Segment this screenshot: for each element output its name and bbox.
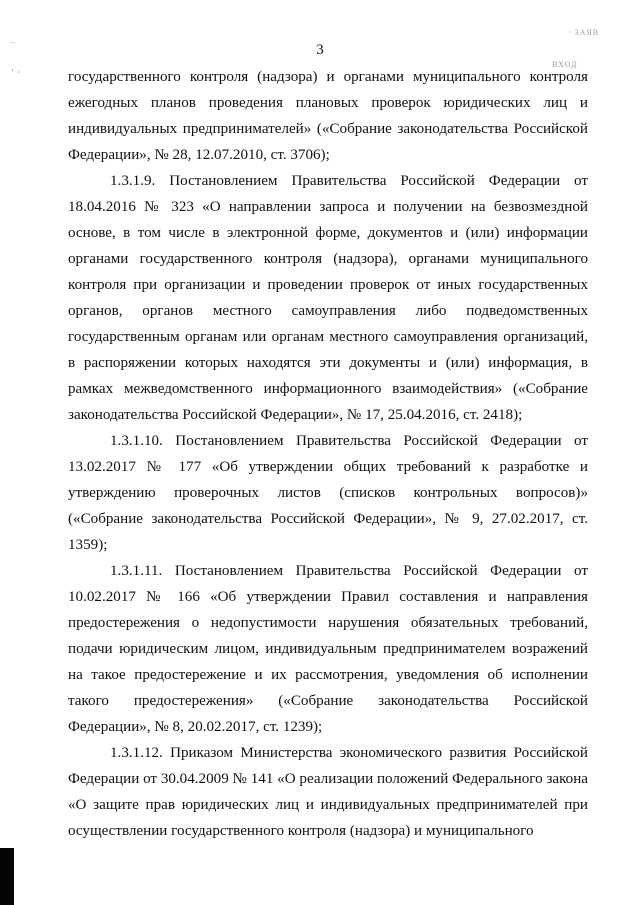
paragraph-1-3-1-10: 1.3.1.10. Постановлением Правительства Российской Федерации от 13.02.2017 № 177 «Об утверждении общих требований к разработке и утверждению проверочных листов (списков контрольных вопросов)» («Собрание законодательства Российской Федерации», № 9, 27.02.2017, ст. 1359); bbox=[68, 433, 588, 553]
paragraph-1-3-1-11: 1.3.1.11. Постановлением Правительства Российской Федерации от 10.02.2017 № 166 «Об утверждении Правил составления и направления предостережения о недопустимости нарушения обязательных требований, подачи юридическим лицом, индивидуальным предпринимателем возражений на такое предостережение и их рассмотрения, уведомления об исполнении такого предостережения» («Собрание законодательства Российской Федерации», № 8, 20.02.2017, ст. 1239); bbox=[68, 563, 588, 735]
page-number: 3 bbox=[316, 42, 324, 58]
scan-mark-right-mid: ВХОД bbox=[552, 60, 578, 69]
scan-edge-bar bbox=[0, 848, 14, 905]
scan-mark-right-top: · ЗАЯВ bbox=[568, 28, 600, 37]
paragraph-1-3-1-12: 1.3.1.12. Приказом Министерства экономического развития Российской Федерации от 30.04.2009 № 141 «О реализации положений Федерального закона «О защите прав юридических лиц и индивидуальных предпринимателей при осуществлении государственного контроля (надзора) и муниципального bbox=[68, 745, 588, 839]
paragraph-1-3-1-9: 1.3.1.9. Постановлением Правительства Российской Федерации от 18.04.2016 № 323 «О направлении запроса и получении на безвозмездной основе, в том числе в электронной форме, документов и (или) информации органами государственного контроля (надзора), органами муниципального контроля при организации и проведении проверок от иных государственных органов, органов местного самоуправления либо подведомственных государственным органам или органам местного самоуправления организаций, в распоряжении которых находятся эти документы и (или) информация, в рамках межведомственного информационного взаимодействия» («Собрание законодательства Российской Федерации», № 17, 25.04.2016, ст. 2418); bbox=[68, 173, 588, 423]
document-body bbox=[68, 64, 588, 844]
scan-mark-left-top: ‥ bbox=[10, 36, 17, 45]
scan-mark-left-mid: ' · bbox=[12, 68, 22, 77]
paragraph-continuation: государственного контроля (надзора) и органами муниципального контроля ежегодных планов проведения плановых проверок юридических лиц и индивидуальных предпринимателей» («Собрание законодательства Российской Федерации», № 28, 12.07.2010, ст. 3706); bbox=[68, 69, 588, 163]
